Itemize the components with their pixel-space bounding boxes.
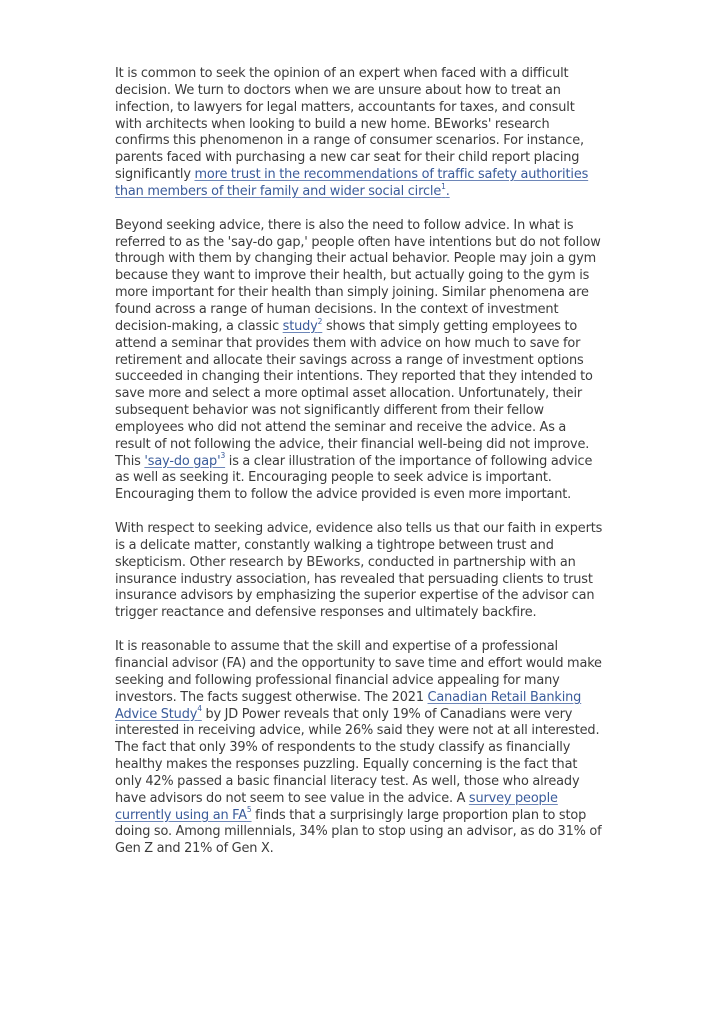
paragraph-text: With respect to seeking advice, evidence also tells us that our faith in experts is a delicate matter, constantly walking a tightrope between trust and skepticism. Other research by BEworks, conducted in partnership with an insurance industry association, has revealed that persuading clients to trust insurance advisors by emphasizing the superior expertise of the advisor can trigger reactance and defensive responses and ultimately backfire.	[115, 521, 603, 621]
paragraph-text: by JD Power reveals that only 19% of Canadians were very interested in receiving advice, while 26% said they were not at all interested. The fact that only 39% of respondents to the study classify as financially healthy makes the responses puzzling. Equally concerning is the fact that only 42% passed a basic financial literacy test. As well, those who already have advisors do not seem to see value in the advice. A	[115, 706, 600, 806]
paragraph-text: It is common to seek the opinion of an expert when faced with a difficult decision. We turn to doctors when we are unsure about how to treat an infection, to lawyers for legal matters, accountants for taxes, and consult with architects when looking to build a new home. BEworks' research confirms this phenomenon in a range of consumer scenarios. For instance, parents faced with purchasing a new car seat for their child report placing significantly	[115, 66, 584, 183]
fa-survey-link[interactable]: survey people currently using an $FA^5$	[115, 790, 558, 823]
footnote-ref-3: 3	[220, 451, 226, 461]
paragraph-say-do-gap	[115, 218, 605, 504]
paragraph-text: Beyond seeking advice, there is also the need to follow advice. In what is referred to as the 'say-do gap,' people often have intentions but do not follow through with them by changing their actual behavior. People may join a gym because they want to improve their health, but actually going to the gym is more important for their health than simply joining. Similar phenomena are found across a range of human decisions. In the context of investment decision-making, a classic	[115, 217, 601, 334]
paragraph-text: is a clear illustration of the importance of following advice as well as seeking it. Encouraging people to seek advice is important. Encouraging them to follow the advice provided is even more important.	[115, 453, 593, 503]
paragraph-financial-advisor	[115, 639, 605, 858]
article-body	[115, 66, 605, 875]
footnote-ref-4: 4	[197, 704, 202, 714]
traffic-safety-trust-link[interactable]: more trust in the recommendations of traffic safety authorities than members of their family and wider social circle$^1$.	[115, 167, 589, 199]
footnote-ref-5: 5	[246, 805, 252, 815]
paragraph-text: It is reasonable to assume that the skill and expertise of a professional financial advisor (FA) and the opportunity to save time and effort would make seeking and following professional financial advice appealing for many investors. The facts suggest otherwise. The 2021	[115, 639, 602, 705]
paragraph-text: finds that a surprisingly large proportion plan to stop doing so. Among millennials, 34% plan to stop using an advisor, as do 31% of Gen Z and 21% of Gen X.	[115, 807, 602, 857]
say-do-gap-link[interactable]: 'say-do $gap'^3$	[144, 451, 226, 469]
canadian-retail-banking-study-link[interactable]: Canadian Retail Banking Advice Study$^4$	[115, 689, 582, 722]
paragraph-trust-skepticism	[115, 521, 605, 622]
paragraph-expert-opinion	[115, 66, 605, 201]
footnote-ref-2: 2	[317, 316, 323, 326]
study-link[interactable]: study$^2$	[282, 316, 323, 334]
paragraph-text: shows that simply getting employees to attend a seminar that provides them with advice on how much to save for retirement and allocate their savings across a range of investment options succeeded in changing their intentions. They reported that they intended to save more and select a more optimal asset allocation. Unfortunately, their subsequent behavior was not significantly different from their fellow employees who did not attend the seminar and receive the advice. As a result of not following the advice, their financial well-being did not improve. This	[115, 318, 593, 469]
footnote-ref-1: 1	[441, 181, 446, 191]
